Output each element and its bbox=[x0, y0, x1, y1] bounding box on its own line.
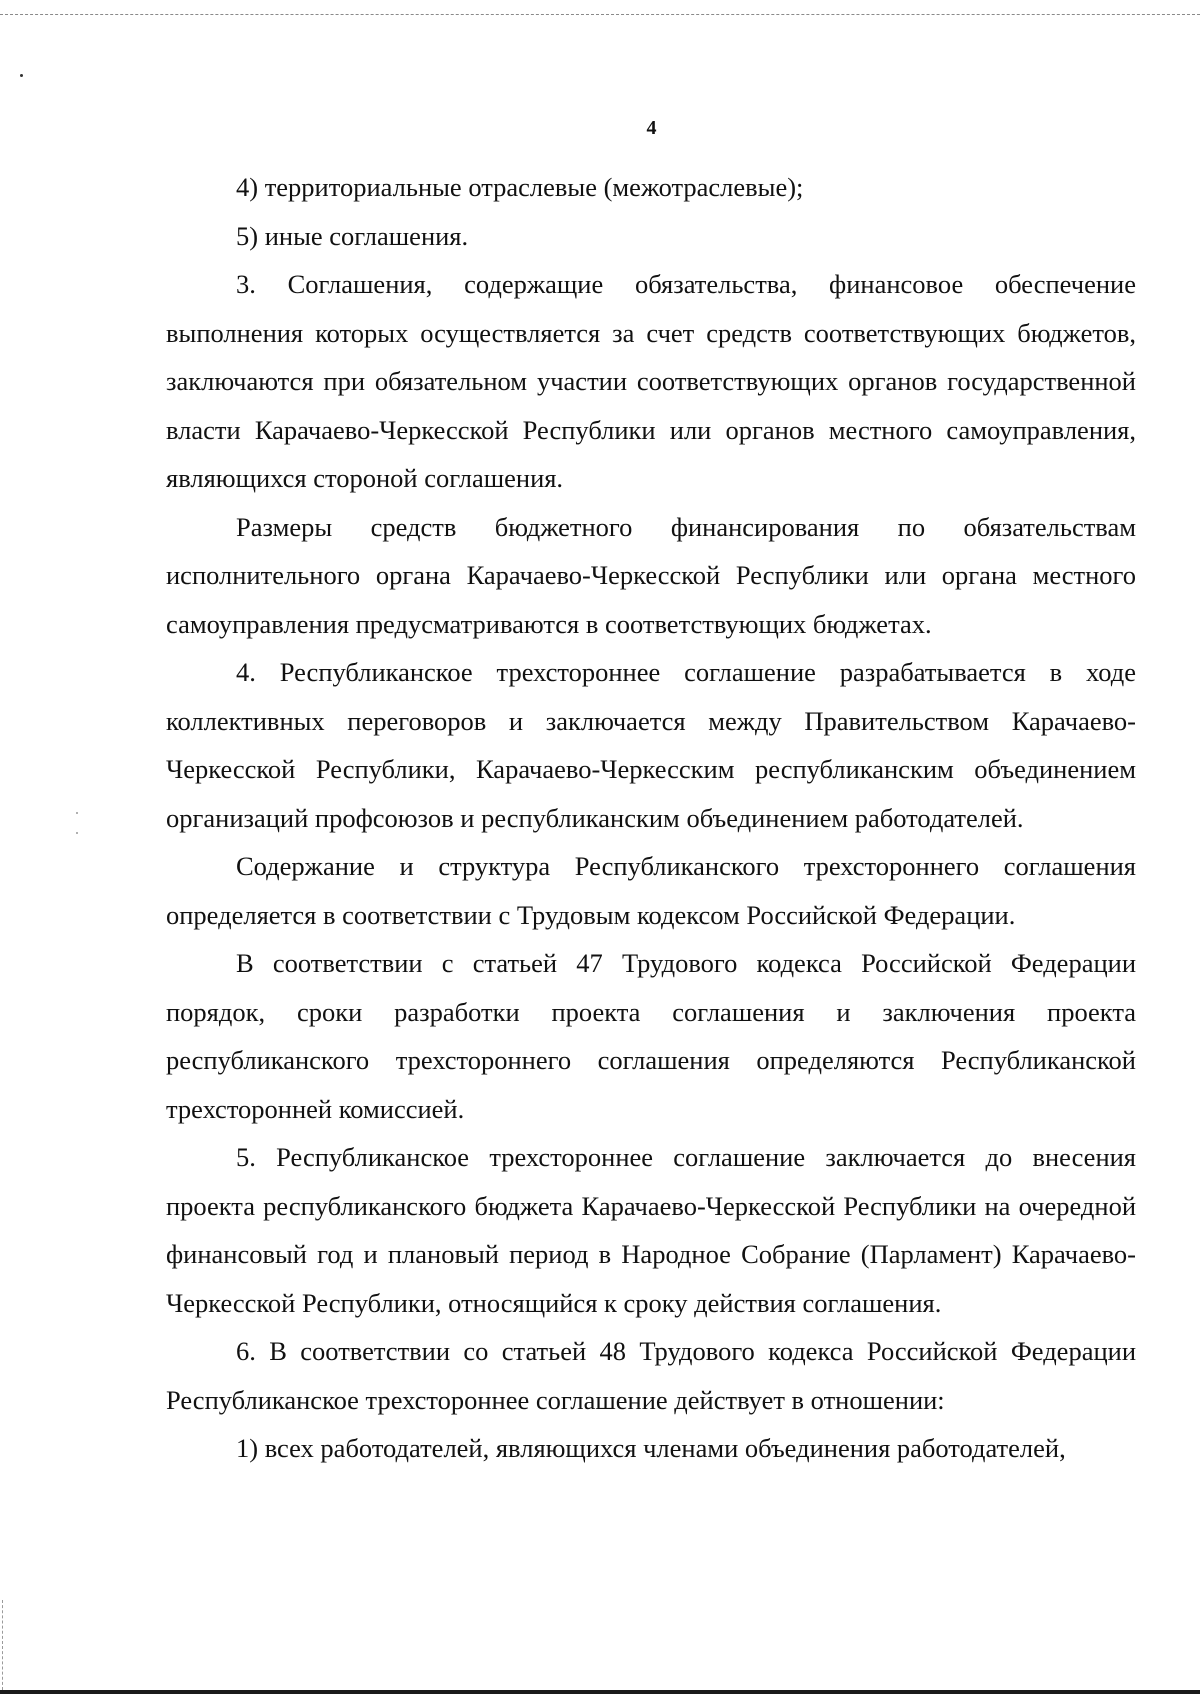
scan-speck bbox=[20, 74, 23, 77]
list-item: 1) всех работодателей, являющихся членами объединения работодателей, bbox=[236, 1433, 1066, 1463]
scan-speck bbox=[76, 832, 78, 834]
page-number: 4 bbox=[646, 117, 657, 139]
scan-bottom-edge bbox=[0, 1690, 1200, 1694]
paragraph: Содержание и структура Республиканского трехстороннего соглашения определяется в соответствии с Трудовым кодексом Российской Федерации. bbox=[166, 851, 1136, 930]
paragraph: Размеры средств бюджетного финансирования по обязательствам исполнительного органа Карачаево-Черкесской Республики или органа местного самоуправления предусматриваются в соответствующих бюджетах. bbox=[166, 511, 1136, 639]
list-item: 5) иные соглашения. bbox=[236, 220, 469, 251]
paragraph: 4. Республиканское трехстороннее соглашение разрабатывается в ходе коллективных переговоров и заключается между Правительством Карачаево-Черкесской Республики, Карачаево-Черкесским республиканским объединением организаций профсоюзов и республиканским объединением работодателей. bbox=[166, 657, 1136, 833]
scan-speck bbox=[76, 812, 78, 814]
paragraph: В соответствии с статьей 47 Трудового кодекса Российской Федерации порядок, сроки разработки проекта соглашения и заключения проекта республиканского трехстороннего соглашения определяются Республиканской трехсторонней комиссией. bbox=[166, 948, 1136, 1124]
document-body bbox=[166, 163, 1136, 1473]
paragraph: 6. В соответствии со статьей 48 Трудового кодекса Российской Федерации Республиканское трехстороннее соглашение действует в отношении: bbox=[166, 1336, 1136, 1415]
scan-left-edge bbox=[2, 1600, 3, 1690]
scan-top-edge bbox=[0, 14, 1200, 15]
paragraph: 5. Республиканское трехстороннее соглашение заключается до внесения проекта республиканского бюджета Карачаево-Черкесской Республики на очередной финансовый год и плановый период в Народное Собрание (Парламент) Карачаево-Черкесской Республики, относящийся к сроку действия соглашения. bbox=[166, 1142, 1136, 1318]
list-item: 4) территориальные отраслевые (межотраслевые); bbox=[236, 172, 804, 202]
paragraph: 3. Соглашения, содержащие обязательства, финансовое обеспечение выполнения которых осуществляется за счет средств соответствующих бюджетов, заключаются при обязательном участии соответствующих органов государственной власти Карачаево-Черкесской Республики или органов местного самоуправления, являющихся стороной соглашения. bbox=[166, 269, 1136, 493]
